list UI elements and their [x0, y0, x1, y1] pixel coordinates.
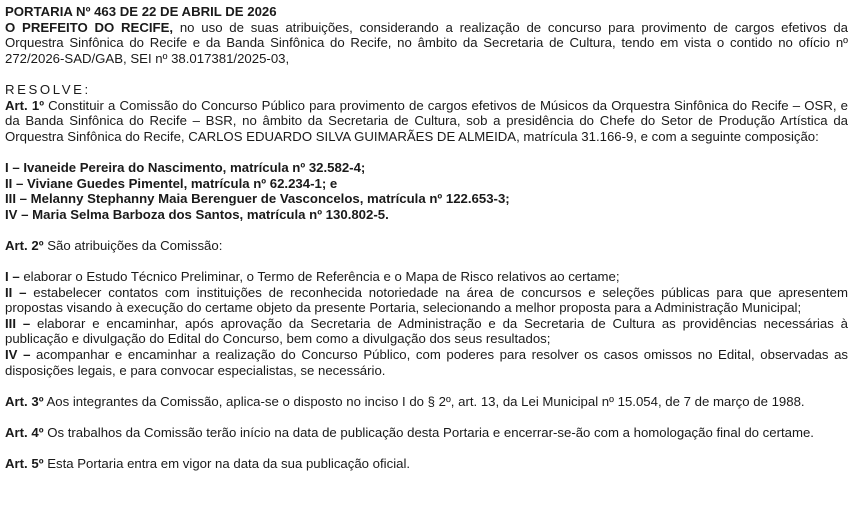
spacer — [5, 441, 848, 457]
article-4 — [5, 425, 848, 441]
article-5-label: Art. 5º — [5, 456, 44, 472]
article-2-label: Art. 2º — [5, 237, 44, 253]
member-item: II – Viviane Guedes Pimentel, matrícula nº 62.234-1; e — [5, 175, 338, 191]
attribution-item: IV – acompanhar e encaminhar a realização do Concurso Público, com poderes para resolver os casos omissos no Edital, observadas as disposições legais, e para convocar especialistas, se necessário. — [5, 347, 848, 378]
member-item: I – Ivaneide Pereira do Nascimento, matrícula nº 32.582-4; — [5, 159, 366, 175]
member-item: IV – Maria Selma Barboza dos Santos, matrícula nº 130.802-5. — [5, 206, 389, 222]
article-4-label: Art. 4º — [5, 425, 44, 441]
article-1 — [5, 98, 848, 145]
spacer — [5, 222, 848, 238]
resolve-heading: RESOLVE: — [5, 81, 91, 97]
article-5 — [5, 456, 848, 472]
article-2-items — [5, 269, 848, 378]
commission-members-list — [5, 160, 848, 222]
article-3 — [5, 394, 848, 410]
portaria-document — [5, 4, 848, 472]
spacer — [5, 144, 848, 160]
article-5-text: Esta Portaria entra em vigor na data da sua publicação oficial. — [43, 456, 411, 472]
preamble — [5, 20, 848, 67]
article-1-label: Art. 1º — [5, 97, 45, 113]
article-3-label: Art. 3º — [5, 393, 44, 409]
attribution-item: I – elaborar o Estudo Técnico Preliminar, o Termo de Referência e o Mapa de Risco relativos ao certame; — [5, 269, 620, 285]
attribution-item: II – estabelecer contatos com instituições de reconhecida notoriedade na área de concursos e seleções públicas para que apresentem propostas visando à execução do certame objeto da presente Portaria, selecionando a melhor proposta para a Administração Municipal; — [5, 284, 848, 316]
attribution-item: III – elaborar e encaminhar, após aprovação da Secretaria de Administração e da Secretaria de Cultura as providências necessárias à publicação e divulgação do Edital do Concurso, bem como a divulgação dos seus resultados; — [5, 315, 848, 347]
article-2-text: São atribuições da Comissão: — [43, 237, 223, 253]
spacer — [5, 409, 848, 425]
article-2 — [5, 238, 848, 254]
spacer — [5, 254, 848, 270]
member-item: III – Melanny Stephanny Maia Berenguer de Vasconcelos, matrícula nº 122.653-3; — [5, 191, 510, 207]
spacer — [5, 378, 848, 394]
article-4-text: Os trabalhos da Comissão terão início na data de publicação desta Portaria e encerrar-se-ão com a homologação final do certame. — [43, 425, 814, 441]
article-3-text: Aos integrantes da Comissão, aplica-se o disposto no inciso I do § 2º, art. 13, da Lei Municipal nº 15.054, de 7 de março de 1988. — [43, 393, 805, 409]
article-1-text: Constituir a Comissão do Concurso Público para provimento de cargos efetivos de Músicos da Orquestra Sinfônica do Recife – OSR, e da Banda Sinfônica do Recife – BSR, no âmbito da Secretaria de Cultura, sob a presidência do Chefe do Setor de Produção Artística da Orquestra Sinfônica do Recife, CARLOS EDUARDO SILVA GUIMARÃES DE ALMEIDA, matrícula 31.166-9, e com a seguinte composição: — [5, 97, 848, 144]
spacer — [5, 66, 848, 82]
preamble-authority: O PREFEITO DO RECIFE, — [5, 19, 174, 35]
document-title: PORTARIA Nº 463 DE 22 DE ABRIL DE 2026 — [5, 4, 277, 19]
preamble-text: no uso de suas atribuições, considerando a realização de concurso para provimento de cargos efetivos da Orquestra Sinfônica do Recife e da Banda Sinfônica do Recife, no âmbito da Secretaria de Cultura, tendo em vista o contido no ofício nº 272/2026-SAD/GAB, SEI nº 38.017381/2025-03, — [5, 19, 848, 66]
